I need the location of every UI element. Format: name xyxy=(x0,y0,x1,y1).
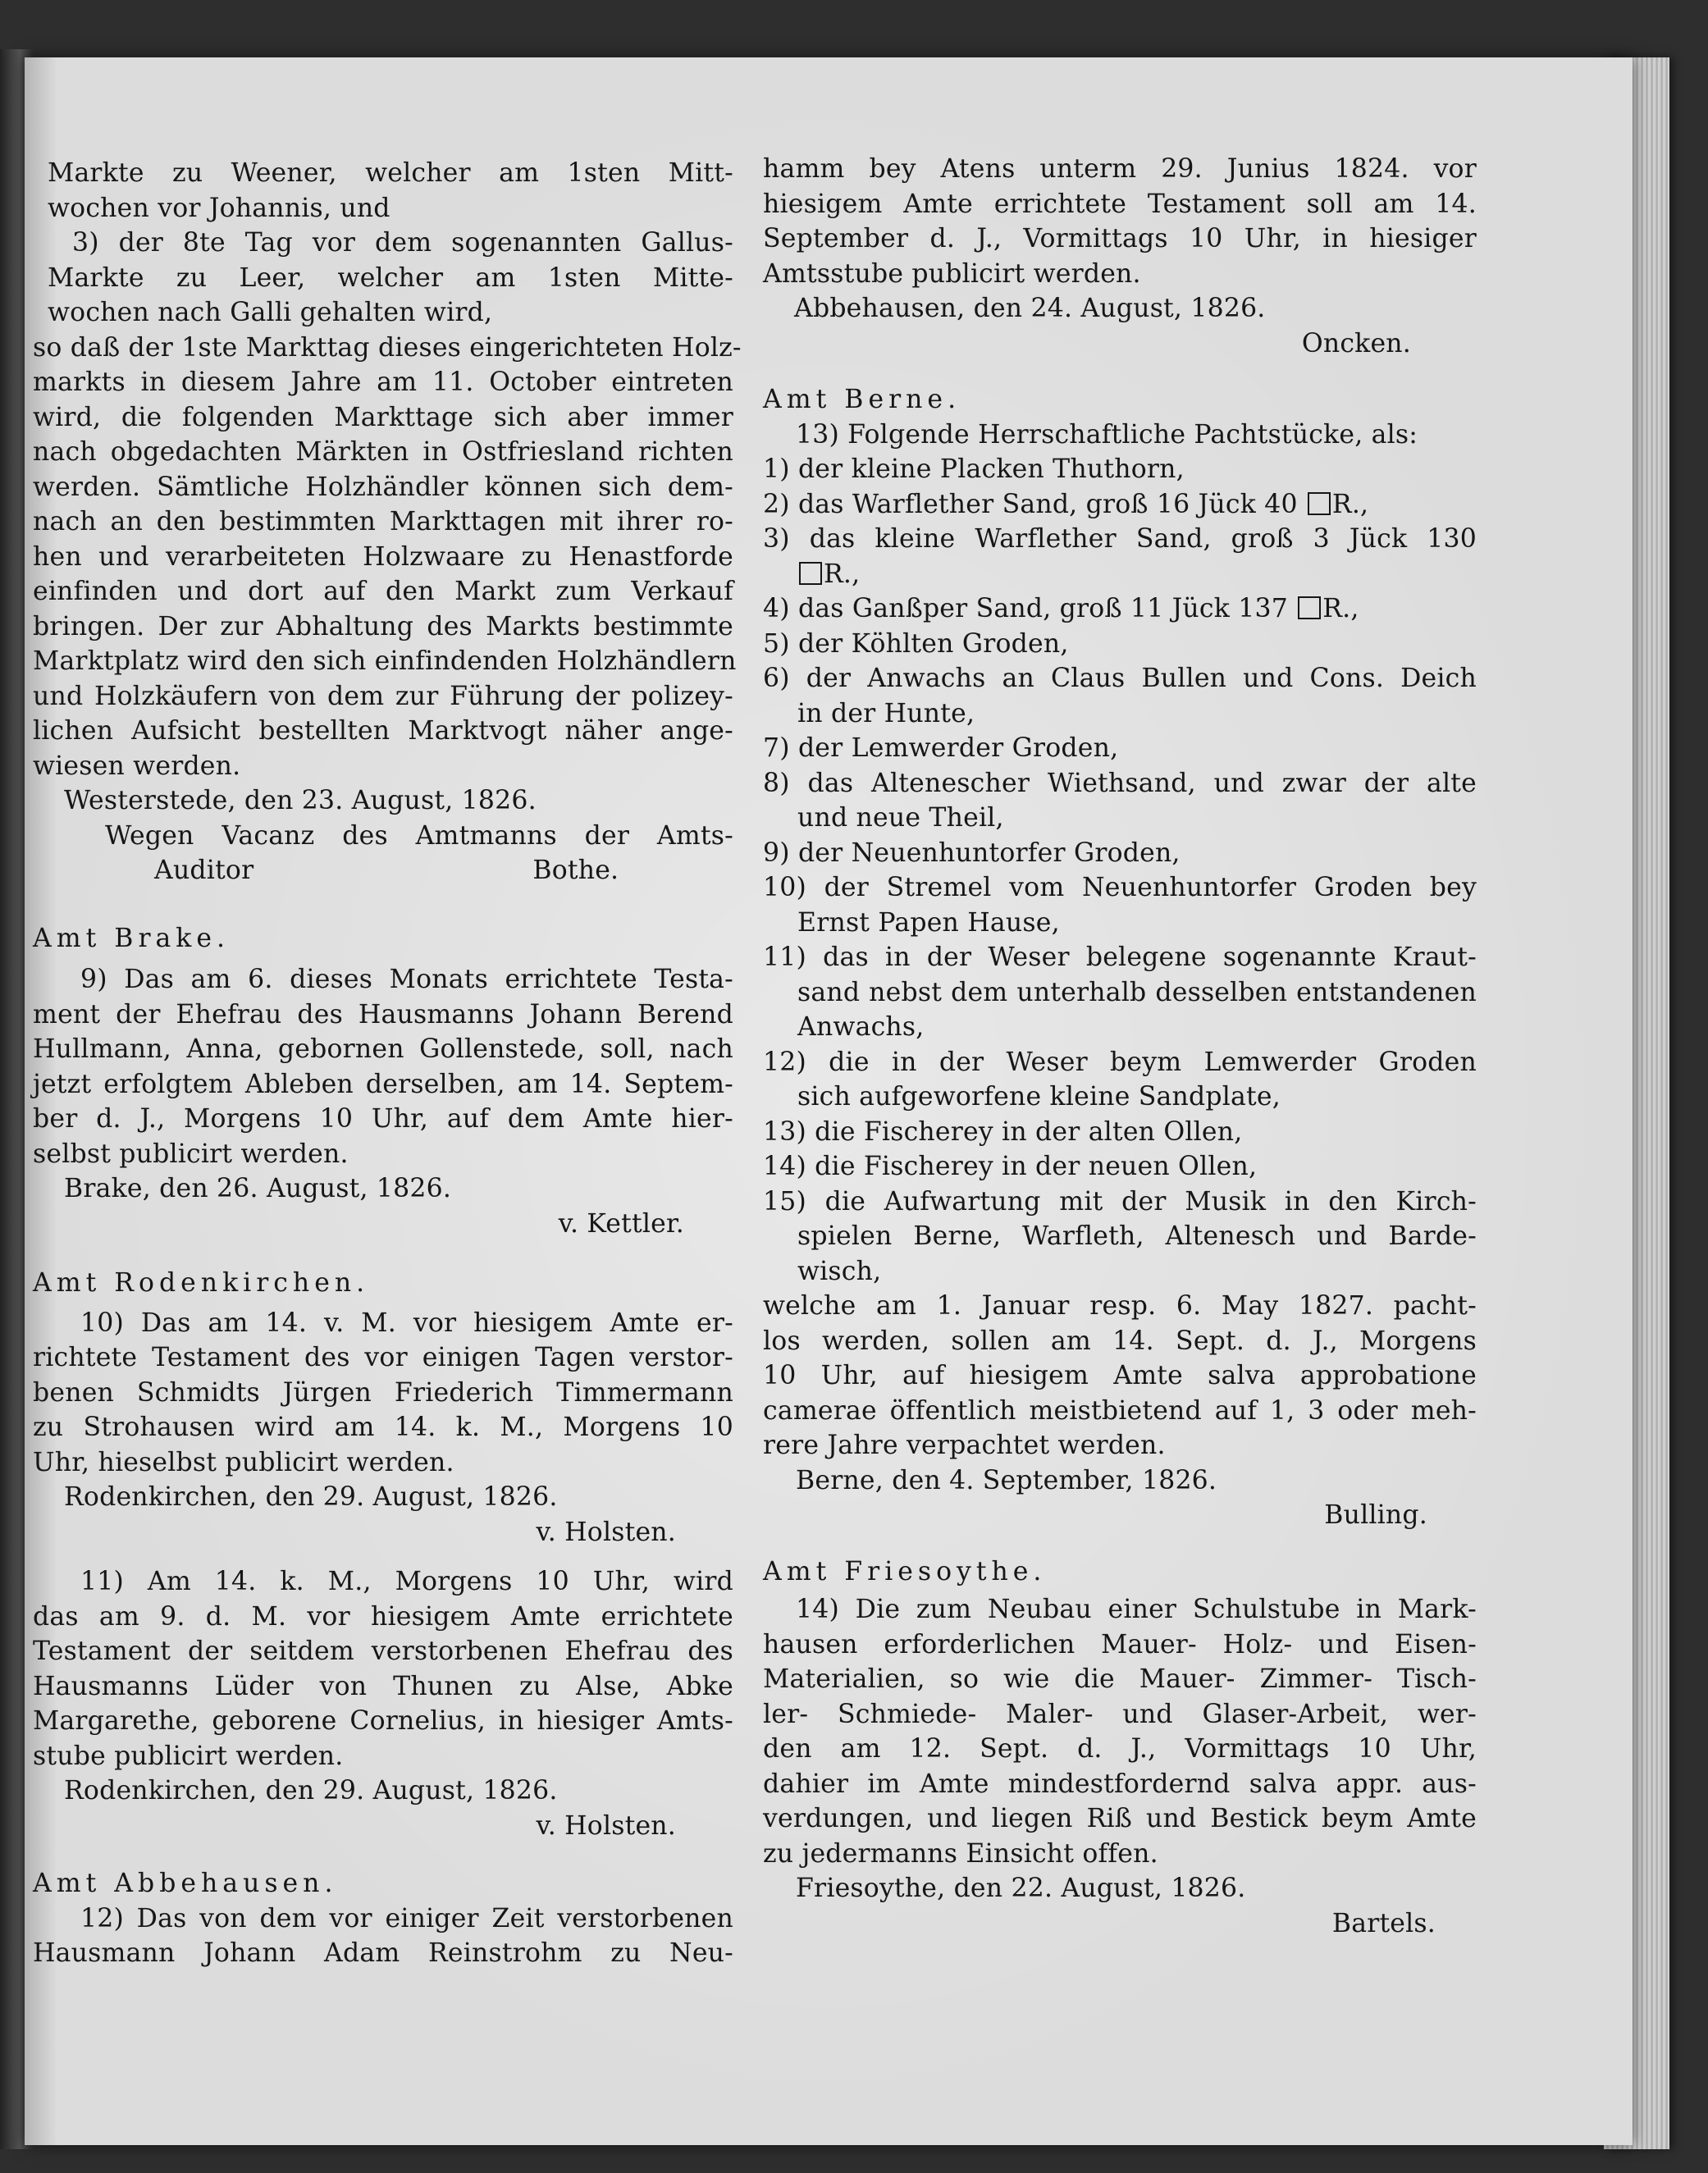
list-item: Ernst Papen Hause, xyxy=(797,907,1060,938)
spacer xyxy=(48,1550,733,1564)
text-line: hausen erforderlichen Mauer- Holz- und Eisen- xyxy=(763,1629,1477,1659)
section-heading-friesoythe: Amt Friesoythe. xyxy=(763,1556,1047,1586)
signature-name: Bartels. xyxy=(1331,1908,1436,1938)
section-heading-rodenkirchen: Amt Rodenkirchen. xyxy=(33,1268,370,1298)
text-line: camerae öffentlich meistbietend auf 1, 3 oder meh- xyxy=(763,1395,1477,1426)
signature-name: v. Kettler. xyxy=(558,1208,684,1239)
list-item: Anwachs, xyxy=(797,1012,925,1042)
signature-name: v. Holsten. xyxy=(536,1810,676,1841)
list-item: sand nebst dem unterhalb desselben entstandenen xyxy=(797,977,1477,1007)
text-line: und Holzkäufern von dem zur Führung der polizey- xyxy=(33,681,733,711)
text-line: bringen. Der zur Abhaltung des Markts bestimmte xyxy=(33,611,733,641)
list-item: spielen Berne, Warfleth, Altenesch und Barde- xyxy=(797,1221,1477,1251)
list-item-unit: R., xyxy=(824,559,861,589)
list-item: wisch, xyxy=(797,1256,882,1286)
section-heading-brake: Amt Brake. xyxy=(33,923,231,953)
list-item: 5) der Köhlten Groden, xyxy=(763,628,1069,659)
text-line: Markte zu Leer, welcher am 1sten Mitte- xyxy=(48,262,733,293)
text-line: verdungen, und liegen Riß und Bestick beym Amte xyxy=(763,1804,1477,1833)
text-line: Amtsstube publicirt werden. xyxy=(763,258,1141,289)
text-line: Marktplatz wird den sich einfindenden Holzhändlern xyxy=(33,646,737,676)
list-item-text: 2) das Warflether Sand, groß 16 Jück 40 xyxy=(763,489,1298,519)
text-line: zu Strohausen wird am 14. k. M., Morgens 10 xyxy=(33,1413,733,1442)
text-line: rere Jahre verpachtet werden. xyxy=(763,1431,1166,1460)
signature-name: Bothe. xyxy=(532,856,619,885)
text-line: Uhr, hieselbst publicirt werden. xyxy=(33,1447,454,1477)
text-line: markts in diesem Jahre am 11. October eintreten xyxy=(33,367,733,397)
dateline: Rodenkirchen, den 29. August, 1826. xyxy=(64,1482,558,1512)
text-line: ber d. J., Morgens 10 Uhr, auf dem Amte hier- xyxy=(33,1104,733,1134)
text-line: ler- Schmiede- Maler- und Glaser-Arbeit, wer- xyxy=(763,1699,1477,1729)
text-line: 13) Folgende Herrschaftliche Pachtstücke, als: xyxy=(796,419,1418,450)
text-line: 11) Am 14. k. M., Morgens 10 Uhr, wird xyxy=(80,1567,733,1596)
text-line: Hausmanns Lüder von Thunen zu Alse, Abke xyxy=(33,1671,733,1701)
signature-name: Oncken. xyxy=(1301,328,1411,358)
signature-name: Bulling. xyxy=(1324,1500,1427,1530)
section-heading-abbehausen: Amt Abbehausen. xyxy=(33,1869,338,1898)
list-item: 3) das kleine Warflether Sand, groß 3 Jück 130 xyxy=(763,524,1477,554)
list-item: 14) die Fischerey in der neuen Ollen, xyxy=(763,1152,1258,1181)
dateline: Berne, den 4. September, 1826. xyxy=(796,1465,1217,1495)
newspaper-page xyxy=(25,57,1633,2145)
list-item: 3) der 8te Tag vor dem sogenannten Gallus- xyxy=(72,228,733,258)
signature-role: Auditor xyxy=(154,856,254,885)
text-line: wird, die folgenden Markttage sich aber immer xyxy=(33,402,733,432)
list-item-unit: R., xyxy=(1331,489,1369,519)
text-line: Hullmann, Anna, gebornen Gollenstede, soll, nach xyxy=(33,1034,733,1064)
text-line: dahier im Amte mindestfordernd salva appr. aus- xyxy=(763,1769,1477,1799)
signature-name: v. Holsten. xyxy=(536,1517,676,1547)
square-rod-icon xyxy=(799,562,822,585)
text-line: so daß der 1ste Markttag dieses eingerichteten Holz- xyxy=(33,332,742,363)
text-line: ment der Ehefrau des Hausmanns Johann Berend xyxy=(33,999,733,1029)
square-rod-icon xyxy=(1298,596,1321,619)
list-item: und neue Theil, xyxy=(797,803,1004,833)
text-line: jetzt erfolgtem Ableben derselben, am 14. Septem- xyxy=(33,1069,733,1099)
text-line: Hausmann Johann Adam Reinstrohm zu Neu- xyxy=(33,1938,733,1968)
text-line: Margarethe, geborene Cornelius, in hiesiger Amts- xyxy=(33,1706,733,1736)
text-line: den am 12. Sept. d. J., Vormittags 10 Uhr, xyxy=(763,1734,1477,1764)
text-line: hiesigem Amte errichtete Testament soll am 14. xyxy=(763,189,1477,219)
spacer xyxy=(763,361,1477,382)
dateline: Rodenkirchen, den 29. August, 1826. xyxy=(64,1776,558,1806)
list-item: 11) das in der Weser belegene sogenannte Kraut- xyxy=(763,943,1477,972)
text-line: werden. Sämtliche Holzhändler können sich dem- xyxy=(33,472,733,502)
spacer xyxy=(48,888,733,921)
list-item: 9) der Neuenhuntorfer Groden, xyxy=(763,838,1181,868)
text-line: 14) Die zum Neubau einer Schulstube in Mark- xyxy=(796,1595,1477,1624)
text-line: wiesen werden. xyxy=(33,751,241,781)
section-heading-berne: Amt Berne. xyxy=(763,385,961,414)
list-item: 12) die in der Weser beym Lemwerder Groden xyxy=(763,1047,1477,1077)
text-line: wochen nach Galli gehalten wird, xyxy=(48,298,493,327)
text-line: nach an den bestimmten Markttagen mit ihrer ro- xyxy=(33,507,733,536)
text-line: hen und verarbeiteten Holzwaare zu Henastforde xyxy=(33,541,733,572)
list-item: 6) der Anwachs an Claus Bullen und Cons. Deich xyxy=(763,664,1477,693)
list-item xyxy=(763,557,1477,592)
text-line: 12) Das von dem vor einiger Zeit verstorbenen xyxy=(80,1903,733,1933)
list-item: in der Hunte, xyxy=(797,698,975,728)
signature-line xyxy=(48,853,733,888)
list-item xyxy=(763,591,1477,627)
text-line: 9) Das am 6. dieses Monats errichtete Testa- xyxy=(80,965,733,994)
text-line: welche am 1. Januar resp. 6. May 1827. pacht- xyxy=(763,1291,1477,1321)
list-item: 7) der Lemwerder Groden, xyxy=(763,733,1119,763)
text-line: nach obgedachten Märkten in Ostfriesland richten xyxy=(33,437,733,467)
list-item: 8) das Altenescher Wiethsand, und zwar der alte xyxy=(763,768,1477,798)
dateline: Brake, den 26. August, 1826. xyxy=(64,1174,452,1203)
text-line: wochen vor Johannis, und xyxy=(48,193,390,223)
text-line: stube publicirt werden. xyxy=(33,1741,344,1771)
list-item-text: 4) das Ganßper Sand, groß 11 Jück 137 xyxy=(763,594,1288,623)
text-line: benen Schmidts Jürgen Friederich Timmermann xyxy=(33,1377,733,1408)
signature-line: Wegen Vacanz des Amtmanns der Amts- xyxy=(105,820,733,851)
text-line: zu jedermanns Einsicht offen. xyxy=(763,1838,1158,1869)
text-line: hamm bey Atens unterm 29. Junius 1824. vor xyxy=(763,154,1477,184)
right-column xyxy=(763,152,1477,1941)
list-item: 10) der Stremel vom Neuenhuntorfer Groden bey xyxy=(763,873,1477,902)
spacer xyxy=(48,1241,733,1266)
dateline: Abbehausen, den 24. August, 1826. xyxy=(794,294,1266,323)
text-line: September d. J., Vormittags 10 Uhr, in hiesiger xyxy=(763,224,1477,253)
spacer xyxy=(48,1843,733,1866)
list-item: sich aufgeworfene kleine Sandplate, xyxy=(797,1082,1281,1112)
text-line: los werden, sollen am 14. Sept. d. J., Morgens xyxy=(763,1326,1477,1356)
left-column xyxy=(33,156,742,1971)
text-line: 10) Das am 14. v. M. vor hiesigem Amte er- xyxy=(80,1308,733,1338)
list-item: 15) die Aufwartung mit der Musik in den Kirch- xyxy=(763,1186,1477,1217)
text-line: einfinden und dort auf den Markt zum Verkauf xyxy=(33,577,733,606)
dateline: Westerstede, den 23. August, 1826. xyxy=(64,786,537,815)
text-line: richtete Testament des vor einigen Tagen verstor- xyxy=(33,1343,733,1372)
text-line: Testament der seitdem verstorbenen Ehefrau des xyxy=(33,1637,733,1666)
text-line: Markte zu Weener, welcher am 1sten Mitt- xyxy=(48,158,733,188)
list-item: 13) die Fischerey in der alten Ollen, xyxy=(763,1116,1243,1147)
list-item xyxy=(763,487,1477,523)
spacer xyxy=(763,1533,1477,1554)
text-line: selbst publicirt werden. xyxy=(33,1139,349,1169)
text-line: Materialien, so wie die Mauer- Zimmer- Tisch- xyxy=(763,1664,1477,1694)
list-item: 1) der kleine Placken Thuthorn, xyxy=(763,454,1185,484)
text-line: das am 9. d. M. vor hiesigem Amte errichtete xyxy=(33,1601,733,1632)
text-line: lichen Aufsicht bestellten Marktvogt näher ange- xyxy=(33,716,733,746)
square-rod-icon xyxy=(1308,492,1331,515)
text-line: 10 Uhr, auf hiesigem Amte salva approbatione xyxy=(763,1361,1477,1390)
spacer xyxy=(48,956,733,962)
dateline: Friesoythe, den 22. August, 1826. xyxy=(796,1874,1246,1903)
list-item-unit: R., xyxy=(1322,594,1359,623)
